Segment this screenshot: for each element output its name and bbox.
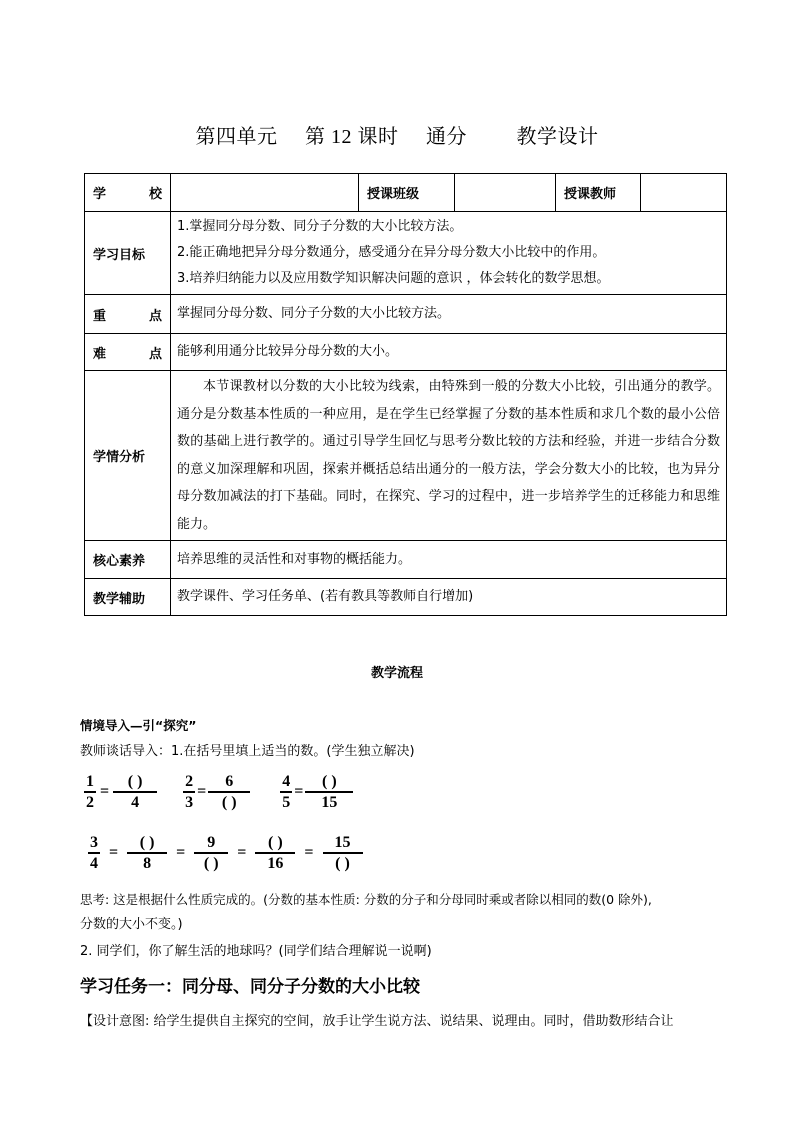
- core-literacy-row: [85, 541, 727, 579]
- school-value-cell[interactable]: [171, 174, 359, 212]
- fraction[interactable]: [323, 833, 363, 873]
- blank-denominator[interactable]: ( ): [335, 854, 350, 872]
- class-label: 授课班级: [359, 174, 455, 212]
- core-literacy-content: 培养思维的灵活性和对事物的概括能力。: [171, 541, 727, 579]
- think-line-2: 分数的大小不变。): [80, 917, 183, 932]
- teaching-aids-row: [85, 579, 727, 616]
- equals-sign: =: [176, 843, 186, 861]
- fraction: [84, 772, 96, 812]
- key-point-label: [85, 295, 171, 334]
- key-point-label-char-1: 重: [93, 308, 107, 324]
- school-label: [85, 174, 171, 212]
- teaching-aids-label: 教学辅助: [85, 579, 171, 616]
- difficulty-label: [85, 334, 171, 371]
- objective-item: 2.能正确地把异分母分数通分，感受通分在异分母分数大小比较中的作用。: [177, 245, 606, 260]
- lesson-info-table: [84, 173, 727, 616]
- equals-sign: =: [294, 782, 304, 800]
- blank-numerator[interactable]: ( ): [139, 834, 155, 851]
- objectives-label: 学习目标: [85, 212, 171, 295]
- core-literacy-label: 核心素养: [85, 541, 171, 579]
- equals-sign: =: [100, 782, 110, 800]
- denominator: 5: [282, 793, 291, 811]
- class-value-cell[interactable]: [455, 174, 556, 212]
- denominator: 16: [267, 854, 284, 872]
- denominator: 4: [131, 793, 140, 811]
- teacher-label: 授课教师: [556, 174, 641, 212]
- objective-item: 3.培养归纳能力以及应用数学知识解决问题的意识 ，体会转化的数学思想。: [177, 271, 610, 286]
- task-1-heading: 学习任务一：同分母、同分子分数的大小比较: [80, 977, 420, 997]
- difficulty-content: 能够利用通分比较异分母分数的大小。: [171, 334, 727, 371]
- numerator: 3: [90, 834, 98, 851]
- header-row: [85, 174, 727, 212]
- fraction[interactable]: [113, 772, 157, 812]
- teaching-aids-content: 教学课件、学习任务单、(若有教具等教师自行增加): [171, 579, 727, 616]
- denominator: 8: [143, 854, 152, 872]
- equals-sign: =: [197, 782, 207, 800]
- blank-numerator[interactable]: ( ): [268, 834, 283, 851]
- fraction: [183, 772, 195, 812]
- difficulty-label-char-1: 难: [93, 346, 107, 362]
- fraction-exercise-row-1: [84, 772, 353, 812]
- denominator: 4: [90, 854, 98, 872]
- numerator: 2: [185, 773, 194, 790]
- design-intent: 【设计意图: 给学生提供自主探究的空间，放手让学生说方法、说结果、说理由。同时，借助数形结合让: [80, 1014, 674, 1029]
- objectives-row: [85, 212, 727, 295]
- section-heading: 情境导入—引“探究”: [80, 718, 197, 733]
- fraction: [280, 772, 292, 812]
- blank-numerator[interactable]: ( ): [127, 773, 143, 790]
- denominator: 3: [185, 793, 194, 811]
- analysis-text: 本节课教材以分数的大小比较为线索，由特殊到一般的分数大小比较，引出通分的教学。通分是分数基本性质的一种应用，是在学生已经掌握了分数的基本性质和求几个数的最小公倍数的基础上进行教学的。通过引导学生回忆与思考分数比较的方法和经验，并进一步结合分数的意义加深理解和巩固，探索并概括总结出通分的一般方法，学会分数大小的比较，也为异分母分数加减法的打下基础。同时，在探究、学习的过程中，进一步培养学生的迁移能力和思维能力。: [177, 379, 720, 532]
- fraction[interactable]: [208, 772, 250, 812]
- key-point-label-char-2: 点: [148, 308, 162, 324]
- blank-denominator[interactable]: ( ): [203, 854, 219, 872]
- equals-sign: =: [109, 843, 119, 861]
- think-line-1: 思考: 这是根据什么性质完成的。(分数的基本性质: 分数的分子和分母同时乘或者除以相同的数(0 除外),: [80, 892, 652, 907]
- objectives-content: [171, 212, 727, 295]
- objective-item: 1.掌握同分母分数、同分子分数的大小比较方法。: [177, 219, 463, 234]
- numerator: 15: [334, 834, 351, 851]
- difficulty-row: [85, 334, 727, 371]
- equals-sign: =: [237, 843, 247, 861]
- key-point-content: 掌握同分母分数、同分子分数的大小比较方法。: [171, 295, 727, 334]
- denominator: 2: [86, 793, 94, 811]
- fraction: [88, 833, 100, 873]
- teacher-value-cell[interactable]: [641, 174, 727, 212]
- blank-denominator[interactable]: ( ): [221, 793, 237, 811]
- fraction[interactable]: [305, 772, 353, 812]
- analysis-label: 学情分析: [85, 371, 171, 541]
- school-label-char-2: 校: [148, 187, 162, 202]
- document-title: 第四单元 第 12 课时 通分 教学设计: [195, 126, 599, 148]
- numerator: 6: [225, 773, 234, 790]
- fraction[interactable]: [255, 833, 295, 873]
- fraction[interactable]: [194, 833, 228, 873]
- blank-numerator[interactable]: ( ): [322, 773, 337, 790]
- numerator: 1: [86, 773, 94, 790]
- analysis-content: [171, 371, 727, 541]
- fraction-exercise-row-2: [88, 833, 363, 873]
- intro-text: 教师谈话导入：1.在括号里填上适当的数。(学生独立解决): [80, 744, 415, 759]
- numerator: 4: [282, 773, 291, 790]
- key-point-row: [85, 295, 727, 334]
- equals-sign: =: [304, 843, 314, 861]
- denominator: 15: [321, 793, 338, 811]
- analysis-row: [85, 371, 727, 541]
- school-label-char-1: 学: [93, 187, 107, 202]
- numerator: 9: [207, 834, 216, 851]
- question-2: 2. 同学们，你了解生活的地球吗？(同学们结合理解说一说啊): [80, 944, 432, 959]
- flow-title: 教学流程: [370, 666, 423, 681]
- fraction[interactable]: [127, 833, 167, 873]
- difficulty-label-char-2: 点: [148, 346, 162, 362]
